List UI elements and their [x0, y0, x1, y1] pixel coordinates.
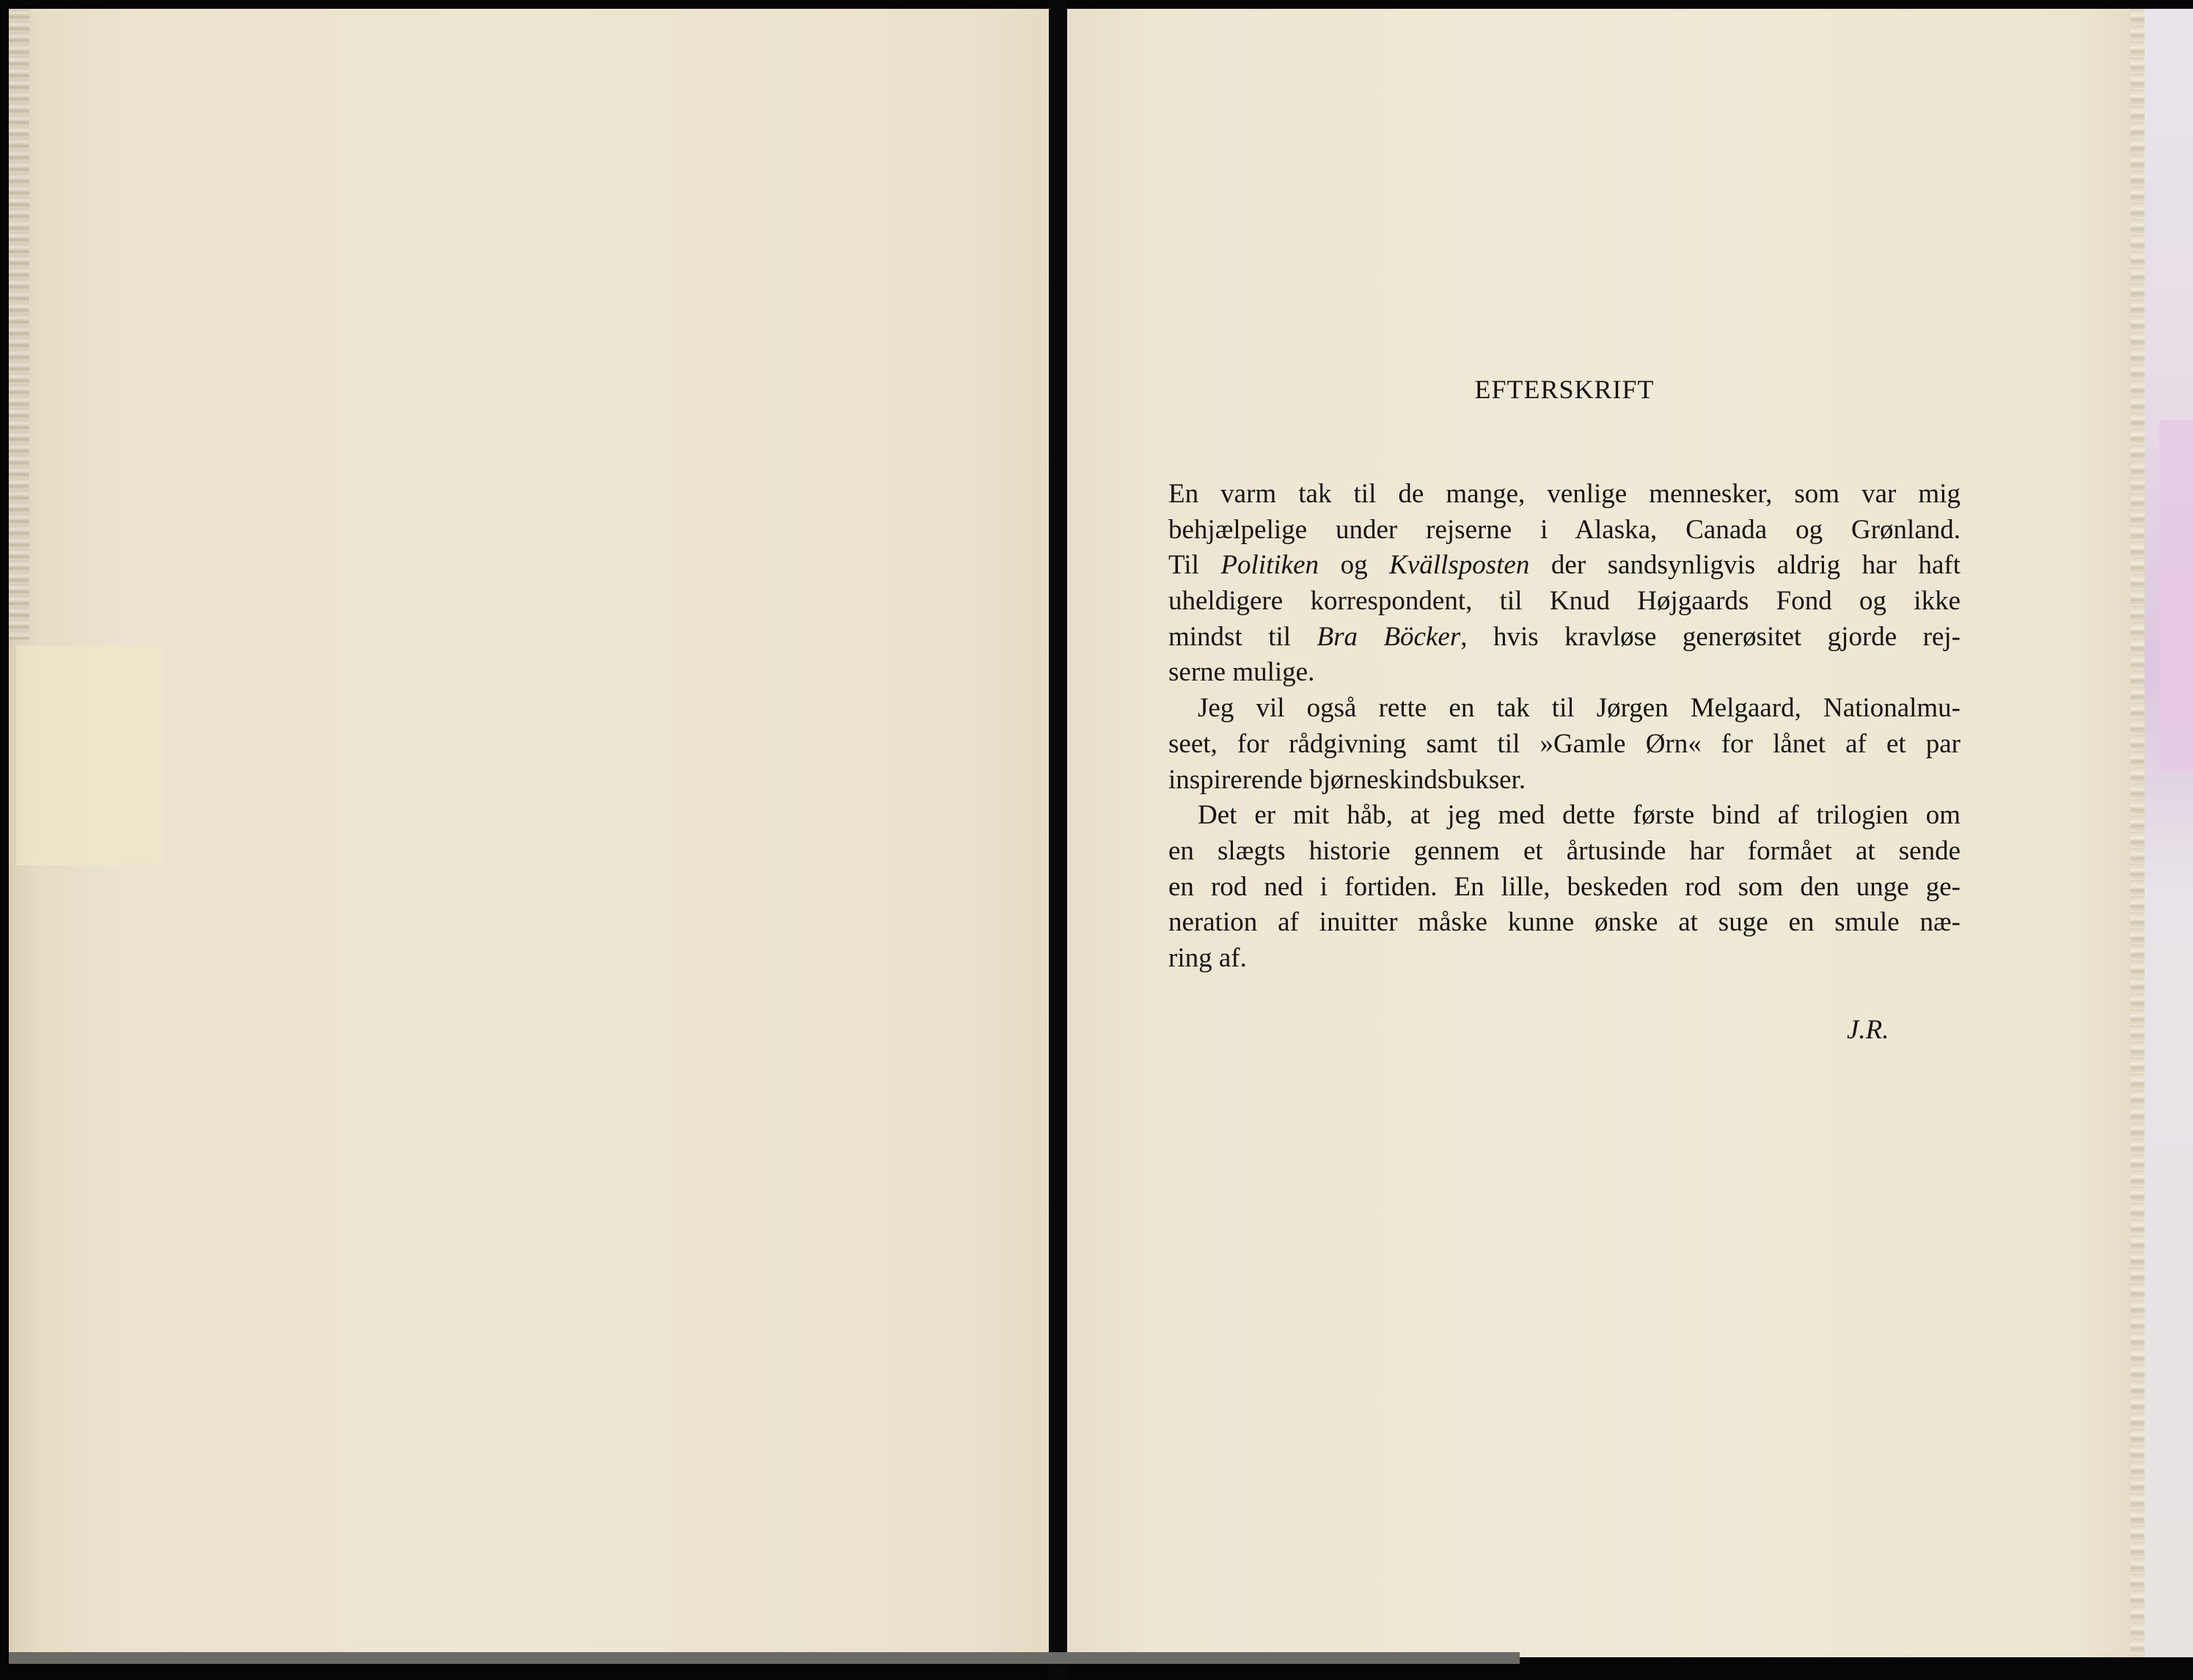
- text-run: mindst til: [1168, 621, 1317, 652]
- author-initials: J.R.: [1847, 1015, 1889, 1045]
- afterword-body: [1168, 477, 1960, 977]
- text-line: inspirerende bjørneskindsbukser.: [1168, 764, 1526, 795]
- text-line: seet, for rådgivning samt til »Gamle Ørn« for lånet af et par: [1168, 728, 1960, 759]
- newspaper-title-politiken: Politiken: [1220, 550, 1319, 581]
- page-heading: EFTERSKRIFT: [1474, 375, 1655, 404]
- newspaper-title-kvallsposten: Kvällsposten: [1389, 550, 1530, 581]
- bottom-page-edge: [9, 1652, 1520, 1664]
- text-line: uheldigere korrespondent, til Knud Højgaards Fond og ikke: [1168, 586, 1960, 617]
- text-run: Til: [1168, 550, 1221, 581]
- pink-backing-patch: [2159, 419, 2193, 771]
- text-line: behjælpelige under rejserne i Alaska, Canada og Grønland.: [1168, 514, 1960, 545]
- left-page-discoloration: [16, 645, 163, 865]
- text-line: ring af.: [1168, 942, 1247, 973]
- text-line: [1168, 548, 1960, 584]
- text-line: en slægts historie gennem et årtusinde har formået at sende: [1168, 835, 1960, 866]
- text-run: , hvis kravløse generøsitet gjorde rej-: [1460, 621, 1960, 652]
- text-line: serne mulige.: [1168, 657, 1315, 688]
- text-run: der sandsynligvis aldrig har haft: [1529, 550, 1960, 581]
- left-binding-edge: [9, 9, 29, 639]
- text-run: og: [1319, 550, 1390, 581]
- book-spine-gap: [1049, 0, 1067, 1680]
- publisher-title-bra-bocker: Bra Böcker: [1317, 621, 1461, 652]
- text-line: Det er mit håb, at jeg med dette første bind af trilogien om: [1198, 800, 1960, 831]
- right-backing-strip: [2145, 9, 2193, 1657]
- text-line: [1168, 620, 1960, 656]
- left-page-blank: [9, 9, 1049, 1657]
- text-line: En varm tak til de mange, venlige mennesker, som var mig: [1168, 479, 1960, 509]
- text-line: Jeg vil også rette en tak til Jørgen Melgaard, Nationalmu-: [1198, 693, 1960, 724]
- text-line: neration af inuitter måske kunne ønske at suge en smule næ-: [1168, 907, 1960, 938]
- text-line: en rod ned i fortiden. En lille, beskeden rod som den unge ge-: [1168, 871, 1960, 902]
